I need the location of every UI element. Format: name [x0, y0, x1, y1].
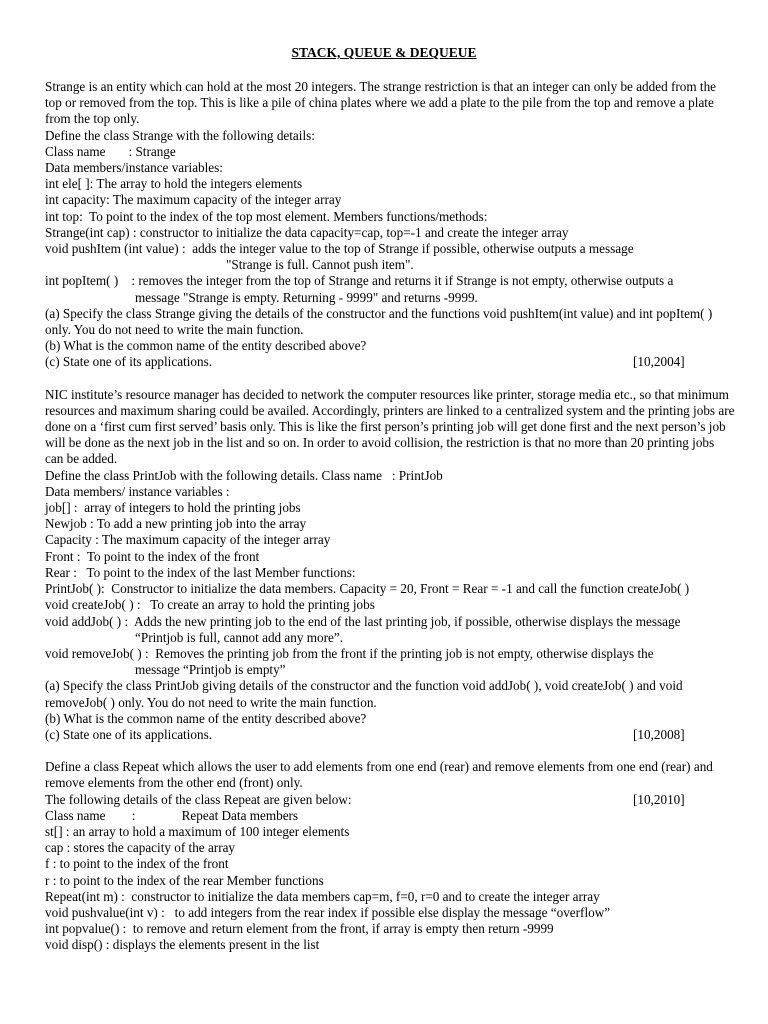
q2-constructor: PrintJob( ): Constructor to initialize the data members. Capacity = 20, Front = Rear = -1 and call the function createJob( )	[45, 581, 690, 597]
q2-marks: [10,2008]	[633, 726, 685, 742]
q3-classname: Class name : Repeat Data members	[45, 807, 299, 823]
q2-removejob: void removeJob( ) : Removes the printing job from the front if the printing job is not empty, otherwise displays the	[45, 645, 654, 661]
q1-top: int top: To point to the index of the top most element. Members functions/methods:	[45, 208, 488, 224]
q1-pop: int popItem( ) : removes the integer from the top of Strange and returns it if Strange is not empty, otherwise outputs a	[45, 273, 674, 289]
q2-part-c: (c) State one of its applications.	[45, 726, 212, 742]
q1-part-c-row	[45, 354, 735, 370]
q2-part-c-row	[45, 727, 735, 743]
q2-addjob: void addJob( ) : Adds the new printing job to the end of the last printing job, if possible, otherwise displays the message	[45, 613, 681, 629]
q2-data-members: Data members/ instance variables :	[45, 483, 230, 499]
q3-r: r : to point to the index of the rear Member functions	[45, 872, 324, 888]
spacer	[45, 743, 735, 759]
q2-define: Define the class PrintJob with the following details. Class name : PrintJob	[45, 467, 443, 483]
q1-pop-cont: message "Strange is empty. Returning - 9999" and returns -9999.	[135, 289, 478, 305]
q2-addjob-cont: “Printjob is full, cannot add any more”.	[135, 629, 344, 645]
q1-marks: [10,2004]	[633, 354, 685, 370]
q3-intro: Define a class Repeat which allows the user to add elements from one end (rear) and remove elements from one end (rear) and remove elements from the other end (front) only.	[45, 759, 713, 791]
page-title: STACK, QUEUE & DEQUEUE	[291, 45, 477, 60]
q2-part-b: (b) What is the common name of the entity described above?	[45, 710, 367, 726]
document-body	[45, 79, 735, 954]
q2-part-a: (a) Specify the class PrintJob giving details of the constructor and the function void addJob( ), void createJob( ) and void removeJob( ) only. You do not need to write the main function.	[45, 678, 683, 710]
q1-push-cont: "Strange is full. Cannot push item".	[226, 257, 414, 273]
q1-capacity: int capacity: The maximum capacity of the integer array	[45, 192, 342, 208]
q3-marks: [10,2010]	[633, 791, 685, 807]
q2-newjob: Newjob : To add a new printing job into the array	[45, 516, 307, 532]
q1-constructor: Strange(int cap) : constructor to initialize the data capacity=cap, top=-1 and create the integer array	[45, 224, 569, 240]
q2-job: job[] : array of integers to hold the printing jobs	[45, 500, 301, 516]
q1-part-c: (c) State one of its applications.	[45, 354, 212, 370]
q1-intro: Strange is an entity which can hold at the most 20 integers. The strange restriction is that an integer can only be added from the top or removed from the top. This is like a pile of china plates where we add a plate to the pile from the top and remove a plate from the top only.	[45, 79, 717, 127]
q2-front: Front : To point to the index of the front	[45, 548, 260, 564]
q1-ele: int ele[ ]: The array to hold the integers elements	[45, 176, 303, 192]
spacer	[45, 371, 735, 387]
q3-st: st[] : an array to hold a maximum of 100 integer elements	[45, 823, 350, 839]
q1-push: void pushItem (int value) : adds the integer value to the top of Strange if possible, otherwise outputs a message	[45, 241, 634, 257]
q2-intro: NIC institute’s resource manager has decided to network the computer resources like printer, storage media etc., so that minimum resources and maximum sharing could be availed. Accordingly, printers are linked to a centralized system and the printing jobs are done on a ‘first cum first served’ basis only. This is like the first person’s printing job will get done first and the next person’s job will be done as the next job in the list and so on. In order to avoid collision, the restriction is that no more than 20 printing jobs can be added.	[45, 386, 735, 467]
q3-given: The following details of the class Repeat are given below:	[45, 791, 352, 807]
q2-capacity: Capacity : The maximum capacity of the integer array	[45, 532, 331, 548]
q2-createjob: void createJob( ) : To create an array to hold the printing jobs	[45, 597, 375, 613]
q1-data-members: Data members/instance variables:	[45, 160, 223, 176]
q3-f: f : to point to the index of the front	[45, 856, 229, 872]
q3-disp: void disp() : displays the elements present in the list	[45, 937, 320, 953]
q3-given-row	[45, 792, 735, 808]
q1-part-b: (b) What is the common name of the entity described above?	[45, 338, 367, 354]
q1-define: Define the class Strange with the following details:	[45, 127, 315, 143]
q3-pushvalue: void pushvalue(int v) : to add integers from the rear index if possible else display the message “overflow”	[45, 904, 611, 920]
q3-popvalue: int popvalue() : to remove and return element from the front, if array is empty then return -9999	[45, 921, 554, 937]
q2-removejob-cont: message “Printjob is empty”	[135, 662, 286, 678]
q3-constructor: Repeat(int m) : constructor to initialize the data members cap=m, f=0, r=0 and to create the integer array	[45, 888, 600, 904]
q1-part-a: (a) Specify the class Strange giving the details of the constructor and the functions void pushItem(int value) and int popItem( ) only. You do not need to write the main function.	[45, 305, 713, 338]
q1-classname: Class name : Strange	[45, 143, 176, 159]
q3-cap: cap : stores the capacity of the array	[45, 840, 236, 856]
q2-rear: Rear : To point to the index of the last Member functions:	[45, 564, 356, 580]
